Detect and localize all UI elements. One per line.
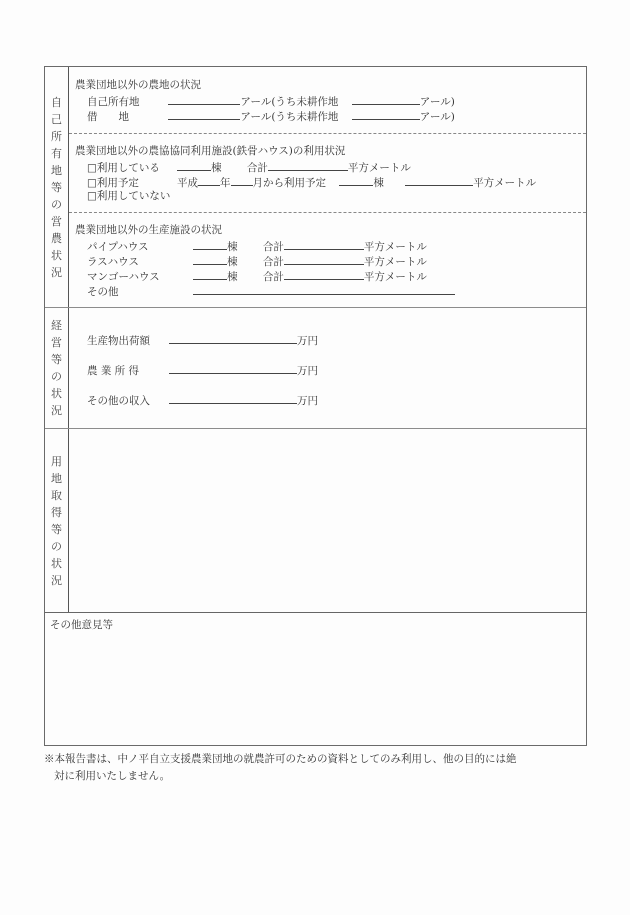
section-other-opinions bbox=[45, 612, 586, 745]
label-char: 自 bbox=[51, 95, 62, 109]
facility-row-not-using bbox=[87, 189, 170, 203]
production-title: 農業団地以外の生産施設の状況 bbox=[75, 224, 222, 236]
shipment-value-row bbox=[87, 332, 318, 348]
label-char: 況 bbox=[51, 265, 62, 279]
facility-title: 農業団地以外の農協協同利用施設(鉄骨ハウス)の利用状況 bbox=[75, 145, 346, 157]
planned-year-field[interactable] bbox=[198, 174, 220, 186]
farm-income-label: 農 業 所 得 bbox=[87, 365, 140, 377]
section-own-land-label bbox=[45, 67, 69, 307]
unit-building: 棟 bbox=[227, 241, 238, 253]
other-opinions-field[interactable] bbox=[45, 633, 586, 745]
label-char: 営 bbox=[51, 336, 62, 349]
label-char: の bbox=[51, 539, 62, 553]
total-label: 合計 bbox=[246, 162, 268, 174]
label-char: 用 bbox=[51, 454, 62, 468]
unit-man-yen: 万円 bbox=[297, 335, 318, 347]
planned-buildings-field[interactable] bbox=[339, 174, 373, 186]
label-char: 等 bbox=[51, 353, 62, 366]
label-char: 営 bbox=[51, 214, 62, 228]
checkbox-not-using[interactable]: □利用していない bbox=[87, 190, 171, 202]
leased-land-label: 借 地 bbox=[87, 111, 129, 123]
mango-house-label: マンゴーハウス bbox=[87, 271, 160, 283]
pipe-house-label: パイプハウス bbox=[87, 241, 149, 253]
other-income-label: その他の収入 bbox=[87, 395, 150, 407]
label-char: 得 bbox=[51, 505, 62, 519]
label-char: 状 bbox=[51, 556, 62, 570]
total-label: 合計 bbox=[262, 256, 284, 268]
shipment-value-label: 生産物出荷額 bbox=[87, 335, 150, 347]
label-char: 取 bbox=[51, 488, 62, 502]
checkbox-using[interactable]: □利用している bbox=[87, 162, 160, 174]
lath-house-area-field[interactable] bbox=[284, 253, 364, 265]
other-income-row bbox=[87, 392, 318, 408]
mango-house-buildings-field[interactable] bbox=[193, 268, 227, 280]
label-char: 経 bbox=[51, 319, 62, 332]
unit-sqm: 平方メートル bbox=[363, 271, 427, 283]
section-management bbox=[45, 307, 586, 428]
footnote-line-2: 対に利用いたしません。 bbox=[54, 770, 171, 782]
unit-sqm: 平方メートル bbox=[363, 241, 427, 253]
production-row bbox=[87, 268, 427, 284]
farm-income-field[interactable] bbox=[169, 362, 297, 374]
label-char: 地 bbox=[51, 471, 62, 485]
unit-are-uncultivated: アール(うち未耕作地 bbox=[240, 96, 339, 108]
farmland-row-owned bbox=[87, 93, 455, 109]
era-label: 平成 bbox=[177, 177, 198, 189]
mango-house-area-field[interactable] bbox=[284, 268, 364, 280]
production-facilities bbox=[69, 212, 586, 307]
production-row-other bbox=[87, 283, 455, 299]
using-buildings-field[interactable] bbox=[177, 159, 211, 171]
label-char: 等 bbox=[51, 180, 62, 194]
other-income-field[interactable] bbox=[169, 392, 297, 404]
facility-row-planned bbox=[87, 174, 536, 190]
facility-usage bbox=[69, 133, 586, 212]
unit-sqm: 平方メートル bbox=[473, 177, 537, 189]
unit-building: 棟 bbox=[211, 162, 222, 174]
farm-income-row bbox=[87, 362, 318, 378]
label-char: の bbox=[51, 370, 62, 383]
label-char: の bbox=[51, 197, 62, 211]
label-char: 状 bbox=[51, 248, 62, 262]
pipe-house-area-field[interactable] bbox=[284, 238, 364, 250]
using-area-field[interactable] bbox=[268, 159, 348, 171]
shipment-value-field[interactable] bbox=[169, 332, 297, 344]
facility-row-using bbox=[87, 159, 411, 175]
other-facility-field[interactable] bbox=[193, 283, 455, 295]
year-label: 年 bbox=[220, 177, 231, 189]
farmland-status bbox=[69, 67, 586, 133]
farmland-row-leased bbox=[87, 108, 455, 124]
lath-house-buildings-field[interactable] bbox=[193, 253, 227, 265]
label-char: 況 bbox=[51, 404, 62, 417]
unit-man-yen: 万円 bbox=[297, 395, 318, 407]
section-own-land bbox=[45, 67, 586, 307]
leased-uncultivated-field[interactable] bbox=[352, 108, 420, 120]
checkbox-planned[interactable]: □利用予定 bbox=[87, 177, 139, 189]
label-char: 況 bbox=[51, 573, 62, 587]
other-opinions-title: その他意見等 bbox=[50, 619, 113, 631]
label-char: 状 bbox=[51, 387, 62, 400]
label-char: 農 bbox=[51, 231, 62, 245]
production-row bbox=[87, 253, 427, 269]
unit-sqm: 平方メートル bbox=[347, 162, 411, 174]
planned-month-field[interactable] bbox=[231, 174, 253, 186]
label-char: 己 bbox=[51, 112, 62, 126]
lath-house-label: ラスハウス bbox=[87, 256, 139, 268]
unit-are-uncultivated: アール(うち未耕作地 bbox=[240, 111, 339, 123]
total-label: 合計 bbox=[262, 271, 284, 283]
total-label: 合計 bbox=[262, 241, 284, 253]
unit-building: 棟 bbox=[227, 256, 238, 268]
farmland-title: 農業団地以外の農地の状況 bbox=[75, 79, 201, 91]
unit-man-yen: 万円 bbox=[297, 365, 318, 377]
unit-are: アール) bbox=[419, 96, 455, 108]
owned-uncultivated-field[interactable] bbox=[352, 93, 420, 105]
label-char: 所 bbox=[51, 129, 62, 143]
section-management-label bbox=[45, 308, 69, 428]
section-land-acquisition-label bbox=[45, 429, 69, 612]
section-land-acquisition bbox=[45, 428, 586, 612]
production-row bbox=[87, 238, 427, 254]
unit-are: アール) bbox=[419, 111, 455, 123]
footnote bbox=[44, 751, 604, 785]
owned-land-are-field[interactable] bbox=[168, 93, 240, 105]
planned-area-field[interactable] bbox=[405, 174, 473, 186]
label-char: 地 bbox=[51, 163, 62, 177]
label-char: 有 bbox=[51, 146, 62, 160]
report-table bbox=[44, 66, 587, 746]
land-acquisition-field[interactable] bbox=[69, 429, 586, 612]
pipe-house-buildings-field[interactable] bbox=[193, 238, 227, 250]
unit-building: 棟 bbox=[227, 271, 238, 283]
leased-land-are-field[interactable] bbox=[168, 108, 240, 120]
owned-land-label: 自己所有地 bbox=[87, 96, 140, 108]
footnote-line-1: ※本報告書は、中ノ平自立支援農業団地の就農許可のための資料としてのみ利用し、他の目的には絶 bbox=[44, 753, 517, 765]
month-from-label: 月から利用予定 bbox=[252, 177, 326, 189]
other-facility-label: その他 bbox=[87, 286, 119, 298]
unit-building: 棟 bbox=[373, 177, 384, 189]
label-char: 等 bbox=[51, 522, 62, 536]
unit-sqm: 平方メートル bbox=[363, 256, 427, 268]
